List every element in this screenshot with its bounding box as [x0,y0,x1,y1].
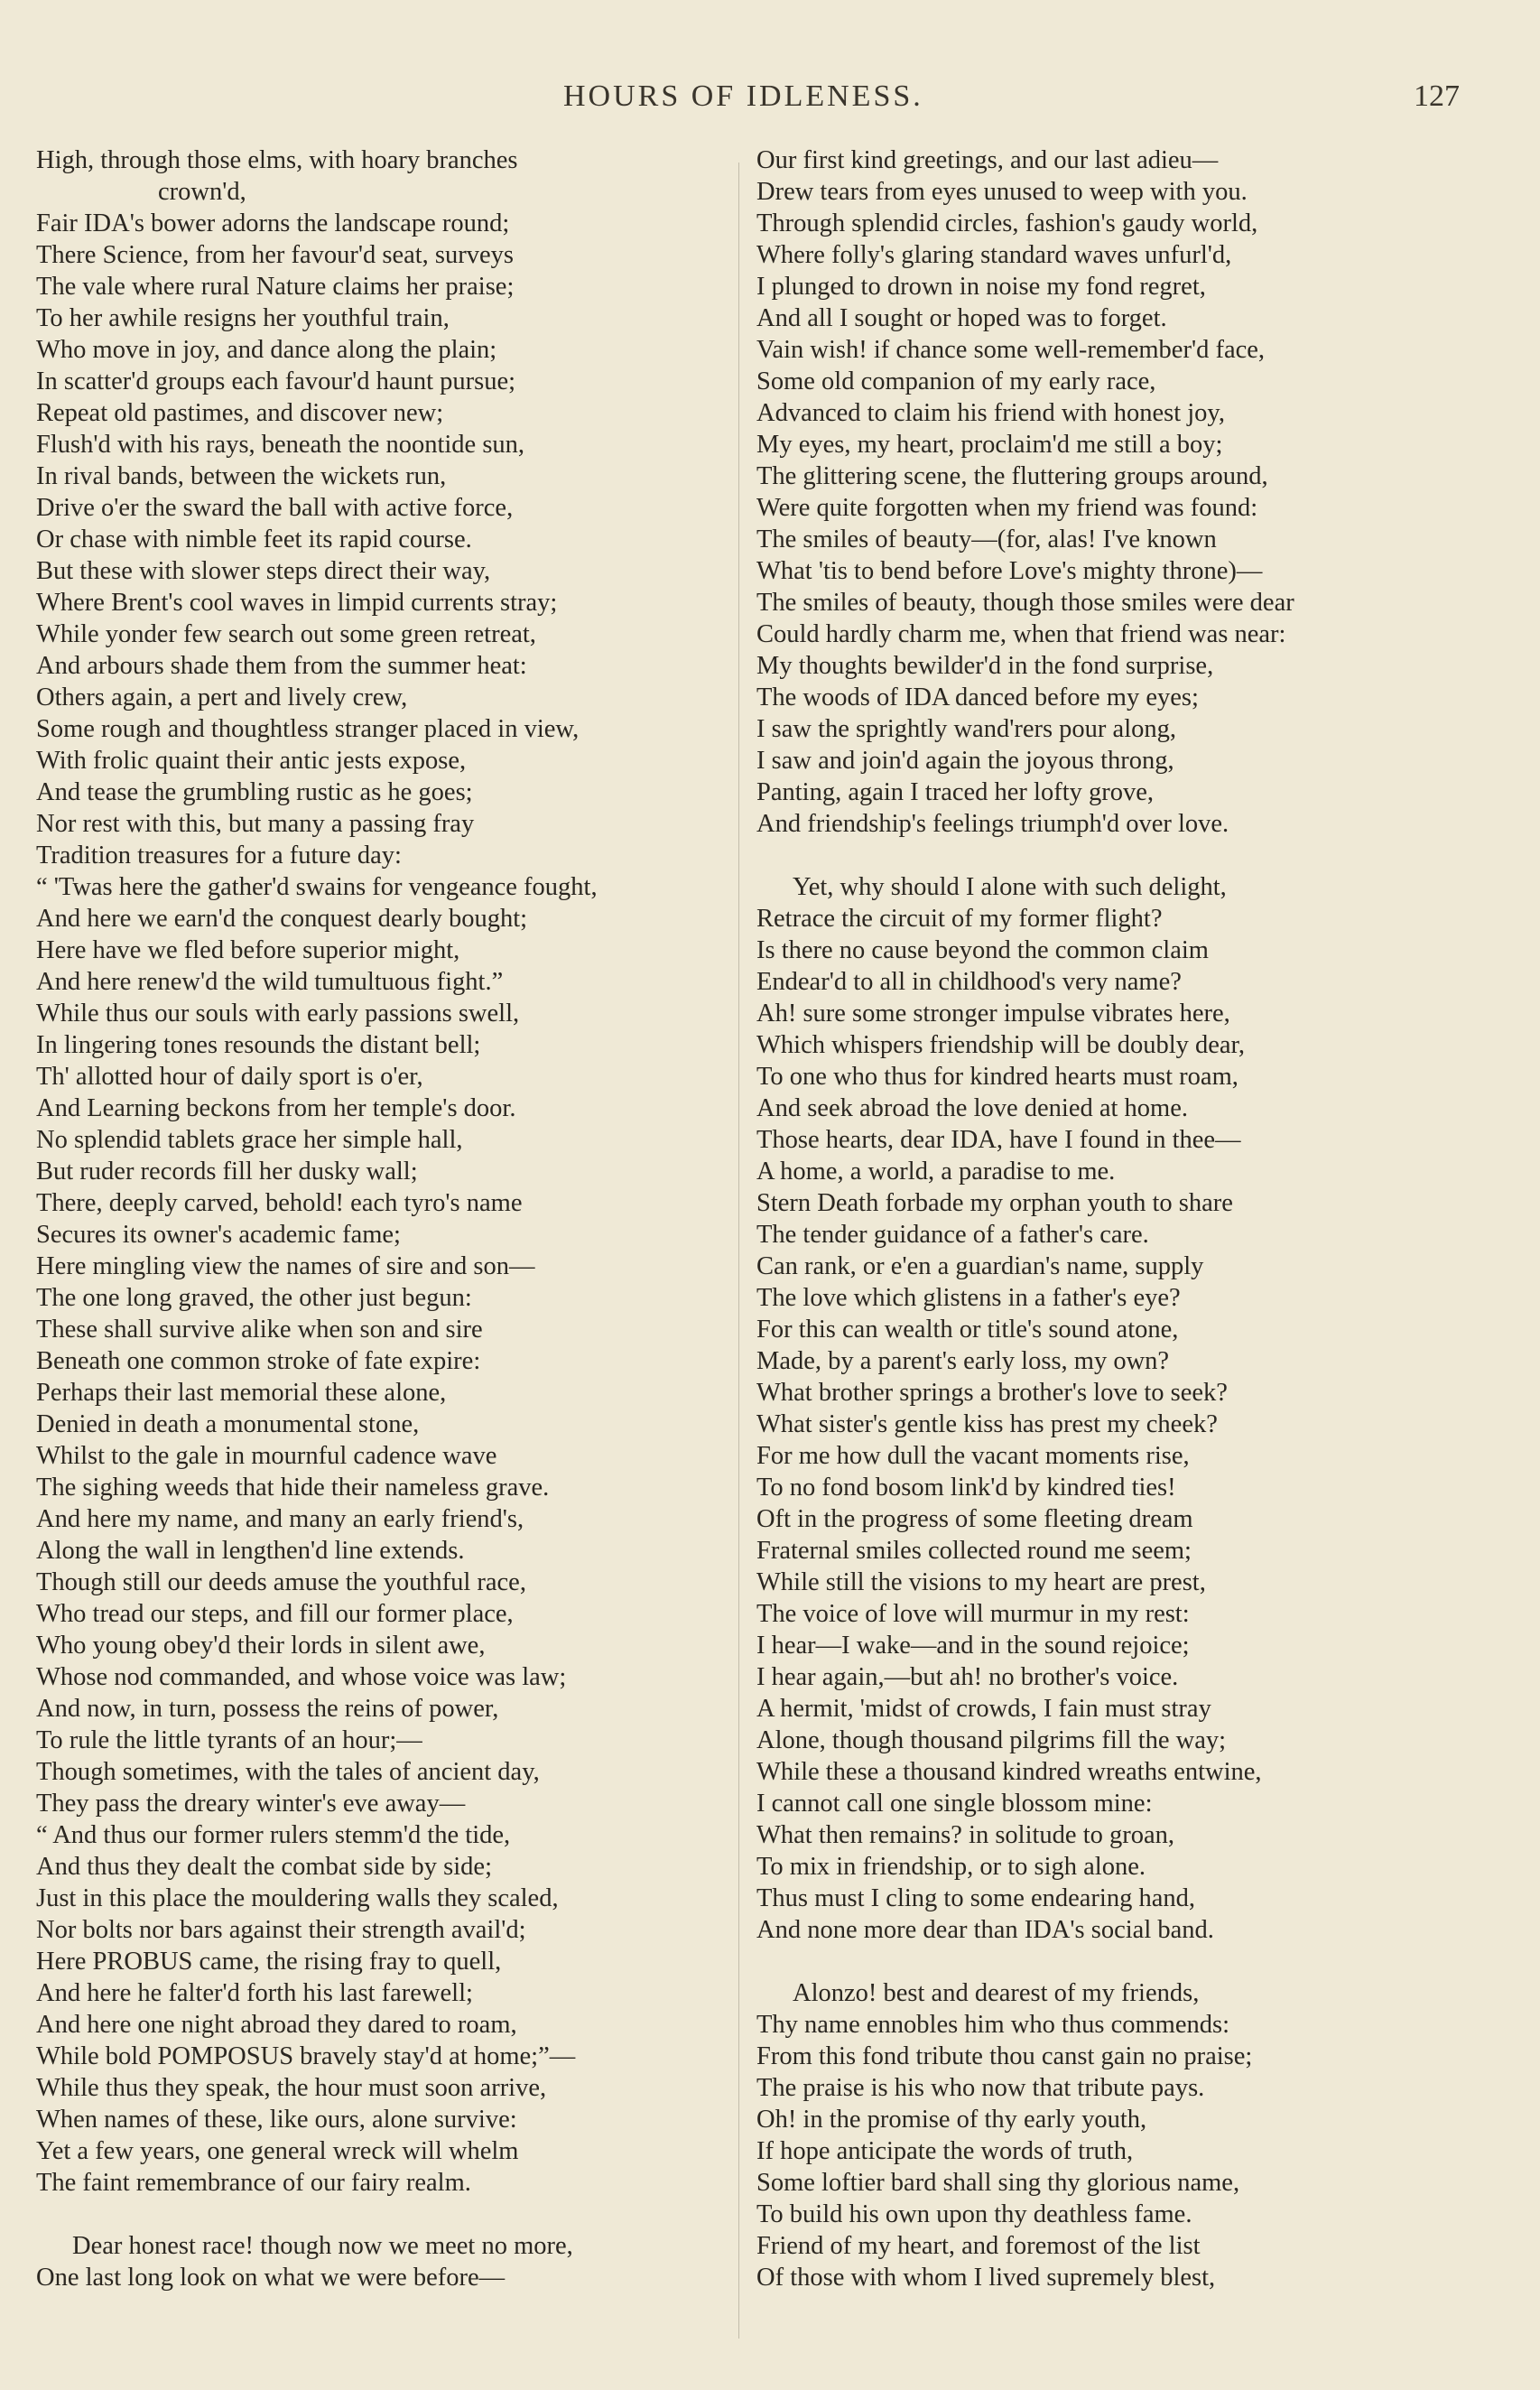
poem-line: Of those with whom I lived supremely blest, [756,2264,1216,2292]
poem-line: Or chase with nimble feet its rapid course. [36,525,472,553]
left-column [36,144,736,2293]
poem-line: Tradition treasures for a future day: [36,842,402,870]
poem-line: High, through those elms, with hoary branches [36,146,518,174]
poem-line: For this can wealth or title's sound atone, [756,1316,1179,1344]
poem-line: Who move in joy, and dance along the plain; [36,336,497,364]
poem-line: Whose nod commanded, and whose voice was law; [36,1663,567,1691]
poem-line: While thus they speak, the hour must soon arrive, [36,2074,547,2102]
poem-line: Yet a few years, one general wreck will whelm [36,2137,519,2165]
poem-line: To mix in friendship, or to sigh alone. [756,1853,1146,1881]
poem-line: Through splendid circles, fashion's gaudy world, [756,209,1258,237]
poem-line: The praise is his who now that tribute pays. [756,2074,1205,2102]
poem-line: Thy name ennobles him who thus commends: [756,2011,1230,2039]
poem-line: Friend of my heart, and foremost of the list [756,2232,1201,2260]
poem-line: I cannot call one single blossom mine: [756,1790,1153,1818]
poem-line: My thoughts bewilder'd in the fond surprise, [756,652,1214,680]
poem-line: And here one night abroad they dared to roam, [36,2011,517,2039]
poem-line: From this fond tribute thou canst gain no praise; [756,2042,1253,2070]
poem-line: Secures its owner's academic fame; [36,1221,401,1249]
poem-line: Yet, why should I alone with such delight, [793,873,1227,901]
poem-line: crown'd, [158,178,246,206]
poem-line: Denied in death a monumental stone, [36,1410,420,1438]
poem-line: If hope anticipate the words of truth, [756,2137,1134,2165]
poem-line: Here have we fled before superior might, [36,936,460,964]
poem-line: Oft in the progress of some fleeting dream [756,1505,1193,1533]
poem-line: To her awhile resigns her youthful train, [36,304,450,332]
right-column [756,144,1506,2293]
poem-line: And here we earn'd the conquest dearly bought; [36,905,528,933]
poem-line: And here renew'd the wild tumultuous fight.” [36,968,504,996]
page-number: 127 [1414,79,1460,113]
poem-line: Endear'd to all in childhood's very name? [756,968,1182,996]
poem-line: Just in this place the mouldering walls they scaled, [36,1884,559,1912]
poem-line: Could hardly charm me, when that friend was near: [756,620,1286,648]
poem-line: Were quite forgotten when my friend was found: [756,494,1258,522]
poem-line: Nor bolts nor bars against their strength avail'd; [36,1916,526,1944]
poem-line: Alonzo! best and dearest of my friends, [793,1979,1200,2007]
poem-line: Where folly's glaring standard waves unfurl'd, [756,241,1232,269]
poem-line: While yonder few search out some green retreat, [36,620,536,648]
poem-line: Flush'd with his rays, beneath the noontide sun, [36,431,525,459]
poem-line: Alone, though thousand pilgrims fill the way; [756,1726,1227,1754]
poem-line: Nor rest with this, but many a passing fray [36,810,475,838]
poem-line: Fraternal smiles collected round me seem; [756,1537,1192,1565]
poem-line: Stern Death forbade my orphan youth to share [756,1189,1233,1217]
poem-line: And none more dear than IDA's social band. [756,1916,1214,1944]
poem-line: Thus must I cling to some endearing hand, [756,1884,1195,1912]
poem-line: And friendship's feelings triumph'd over love. [756,810,1229,838]
poem-line: Beneath one common stroke of fate expire: [36,1347,481,1375]
poem-line: While still the visions to my heart are prest, [756,1568,1206,1596]
poem-line: The smiles of beauty—(for, alas! I've known [756,525,1217,553]
poem-line: And Learning beckons from her temple's door. [36,1094,516,1122]
poem-line: While bold POMPOSUS bravely stay'd at home;”— [36,2042,576,2070]
poem-line: Those hearts, dear IDA, have I found in thee— [756,1126,1241,1154]
poem-line: Others again, a pert and lively crew, [36,684,408,711]
poem-line: While thus our souls with early passions swell, [36,1000,520,1028]
poem-line: The voice of love will murmur in my rest: [756,1600,1190,1628]
poem-line: For me how dull the vacant moments rise, [756,1442,1190,1470]
poem-line: A hermit, 'midst of crowds, I fain must stray [756,1695,1211,1723]
poem-line: Some loftier bard shall sing thy glorious name, [756,2169,1240,2197]
poem-line: Ah! sure some stronger impulse vibrates here, [756,1000,1230,1028]
poem-line: Here PROBUS came, the rising fray to quell, [36,1948,502,1976]
poem-line: Panting, again I traced her lofty grove, [756,778,1155,806]
poem-line: My eyes, my heart, proclaim'd me still a boy; [756,431,1223,459]
poem-line: What sister's gentle kiss has prest my cheek? [756,1410,1218,1438]
poem-line: Th' allotted hour of daily sport is o'er, [36,1063,423,1091]
poem-line: And all I sought or hoped was to forget. [756,304,1167,332]
poem-line: I saw the sprightly wand'rers pour along, [756,715,1176,743]
poem-line: What 'tis to bend before Love's mighty throne)— [756,557,1263,585]
poem-line: The vale where rural Nature claims her praise; [36,273,515,301]
poem-line: What then remains? in solitude to groan, [756,1821,1174,1849]
poem-line: And tease the grumbling rustic as he goes; [36,778,473,806]
poem-line: To build his own upon thy deathless fame. [756,2200,1192,2228]
poem-line: Which whispers friendship will be doubly dear, [756,1031,1246,1059]
poem-line: “ And thus our former rulers stemm'd the tide, [36,1821,511,1849]
poem-line: And now, in turn, possess the reins of power, [36,1695,499,1723]
poem-line: Some rough and thoughtless stranger placed in view, [36,715,580,743]
poem-line: The glittering scene, the fluttering groups around, [756,462,1268,490]
poem-line: The tender guidance of a father's care. [756,1221,1149,1249]
stanza-break [756,840,1506,871]
poem-line: What brother springs a brother's love to seek? [756,1379,1228,1407]
poem-line: Fair IDA's bower adorns the landscape round; [36,209,510,237]
poem-line: The love which glistens in a father's eye? [756,1284,1181,1312]
poem-line: With frolic quaint their antic jests expose, [36,747,467,775]
poem-line: A home, a world, a paradise to me. [756,1158,1116,1186]
poem-line: Where Brent's cool waves in limpid currents stray; [36,589,558,617]
poem-line: Repeat old pastimes, and discover new; [36,399,444,427]
poem-line: The one long graved, the other just begun: [36,1284,472,1312]
poem-line: And here my name, and many an early friend's, [36,1505,524,1533]
poem-line: But ruder records fill her dusky wall; [36,1158,418,1186]
poem-line: Though sometimes, with the tales of ancient day, [36,1758,540,1786]
poem-line: Along the wall in lengthen'd line extends. [36,1537,465,1565]
poem-line: In rival bands, between the wickets run, [36,462,447,490]
poem-line: Advanced to claim his friend with honest joy, [756,399,1225,427]
poem-line: To no fond bosom link'd by kindred ties! [756,1474,1176,1502]
poem-line: Is there no cause beyond the common claim [756,936,1209,964]
poem-line: “ 'Twas here the gather'd swains for vengeance fought, [36,873,598,901]
poem-line: When names of these, like ours, alone survive: [36,2106,517,2134]
poem-line: One last long look on what we were before— [36,2264,506,2292]
poem-line: Vain wish! if chance some well-remember'd face, [756,336,1266,364]
poem-line: While these a thousand kindred wreaths entwine, [756,1758,1262,1786]
poem-line: Can rank, or e'en a guardian's name, supply [756,1252,1204,1280]
poem-line: I hear again,—but ah! no brother's voice. [756,1663,1179,1691]
poem-line: But these with slower steps direct their way, [36,557,491,585]
poem-line: No splendid tablets grace her simple hall, [36,1126,463,1154]
poem-line: The woods of IDA danced before my eyes; [756,684,1199,711]
poem-line: I plunged to drown in noise my fond regret, [756,273,1206,301]
poem-line: Made, by a parent's early loss, my own? [756,1347,1170,1375]
running-title: HOURS OF IDLENESS. [563,79,923,113]
poem-line: Perhaps their last memorial these alone, [36,1379,447,1407]
page-header [0,79,1540,125]
poem-line: In lingering tones resounds the distant bell; [36,1031,481,1059]
poem-line: The faint remembrance of our fairy realm. [36,2169,471,2197]
poem-line: Dear honest race! though now we meet no more, [72,2232,573,2260]
poem-line: Retrace the circuit of my former flight? [756,905,1163,933]
poem-line: Our first kind greetings, and our last adieu— [756,146,1219,174]
poem-line: Who young obey'd their lords in silent awe, [36,1632,486,1660]
poem-line: Some old companion of my early race, [756,367,1156,395]
poem-line: Whilst to the gale in mournful cadence wave [36,1442,497,1470]
poem-line: In scatter'd groups each favour'd haunt pursue; [36,367,516,395]
poem-line: These shall survive alike when son and sire [36,1316,483,1344]
poem-line: Drew tears from eyes unused to weep with you. [756,178,1248,206]
poem-line: And thus they dealt the combat side by side; [36,1853,492,1881]
poem-line: To one who thus for kindred hearts must roam, [756,1063,1238,1091]
poem-line: There Science, from her favour'd seat, surveys [36,241,515,269]
poem-line: There, deeply carved, behold! each tyro's name [36,1189,523,1217]
poem-line: I hear—I wake—and in the sound rejoice; [756,1632,1190,1660]
poem-line: Who tread our steps, and fill our former place, [36,1600,514,1628]
stanza-break [36,2199,736,2230]
poem-line: Here mingling view the names of sire and son— [36,1252,535,1280]
poem-line: I saw and join'd again the joyous throng, [756,747,1174,775]
poem-line: They pass the dreary winter's eve away— [36,1790,466,1818]
poem-line: To rule the little tyrants of an hour;— [36,1726,422,1754]
poem-line: Though still our deeds amuse the youthful race, [36,1568,526,1596]
stanza-break [756,1946,1506,1977]
poem-line: And arbours shade them from the summer heat: [36,652,527,680]
poem-line: The smiles of beauty, though those smiles were dear [756,589,1294,617]
poem-line: The sighing weeds that hide their nameless grave. [36,1474,550,1502]
poem-line: Drive o'er the sward the ball with active force, [36,494,514,522]
column-divider [738,163,739,2339]
poem-line: And here he falter'd forth his last farewell; [36,1979,473,2007]
poem-line: And seek abroad the love denied at home. [756,1094,1189,1122]
poem-line: Oh! in the promise of thy early youth, [756,2106,1147,2134]
